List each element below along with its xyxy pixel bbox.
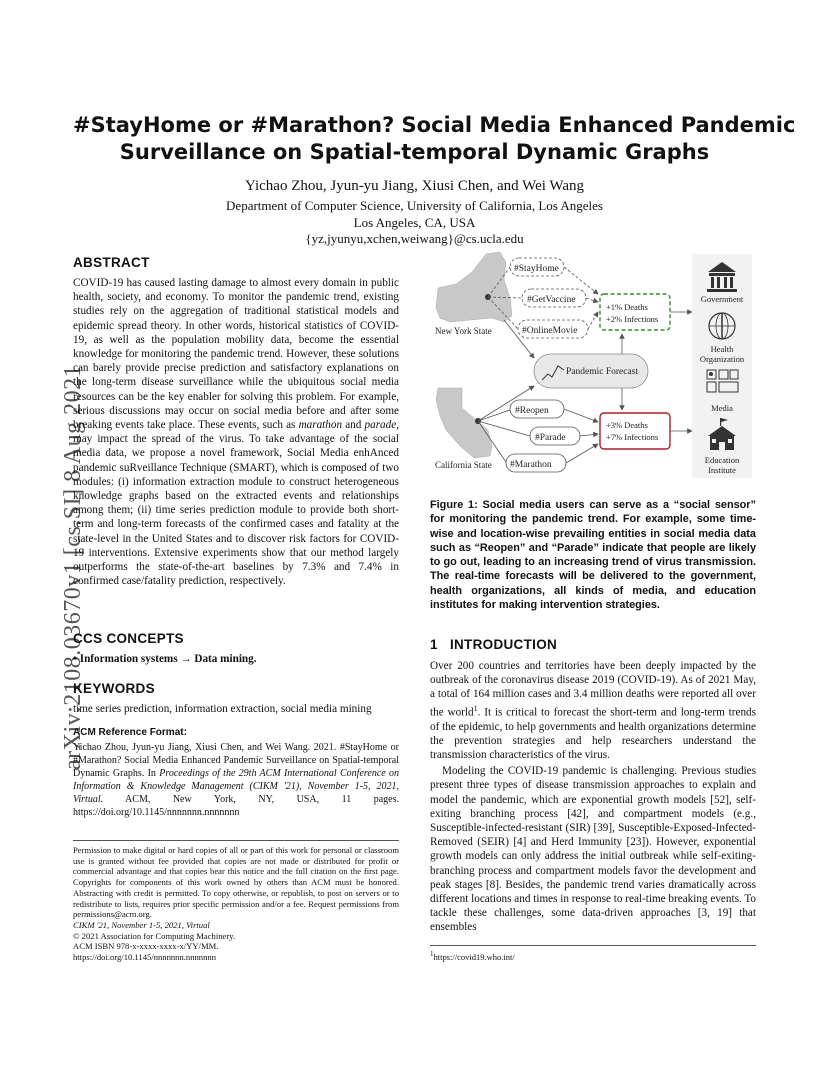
affiliation	[73, 198, 756, 248]
tag-reopen-label: #Reopen	[515, 406, 549, 416]
org-government: Government	[700, 294, 744, 304]
permission-text: Permission to make digital or hard copies of all or part of this work for personal or classroom use is granted without fee provided that copies are not made or distributed for profit or commercial advantage and that copies bear this notice and the full citation on the first page. Copyrights for components of this work owned by others than ACM must be honored. Abstracting with credit is permitted. To copy otherwise, or republish, to post on servers or to redistribute to lists, requires prior specific permission and/or a fee. Request permissions from permissions@acm.org.	[73, 845, 399, 920]
permission-notice	[73, 840, 399, 963]
abstract-em-parade: parade	[364, 419, 397, 432]
abstract-em-marathon: marathon	[298, 419, 343, 432]
tag-stayhome-label: #StayHome	[514, 264, 559, 274]
acm-reference-text	[73, 741, 399, 819]
ny-label: New York State	[435, 326, 492, 336]
footnote-number: 1	[430, 950, 434, 958]
abstract-heading: ABSTRACT	[73, 255, 150, 270]
tag-onlinemovie-label: #OnlineMovie	[522, 326, 578, 336]
introduction-heading: 1 INTRODUCTION	[430, 637, 558, 652]
doi-line: https://doi.org/10.1145/nnnnnnn.nnnnnnn	[73, 952, 216, 963]
org-education: Education	[704, 455, 740, 465]
org-organization: Organization	[699, 354, 745, 364]
authors: Yichao Zhou, Jyun-yu Jiang, Xiusi Chen, and Wei Wang	[244, 178, 585, 194]
title-line-2: Surveillance on Spatial-temporal Dynamic Graphs	[119, 140, 710, 164]
intro-p1-b: . It is critical to forecast the short-term and long-term trends of the epidemic, to help governments and health organizations determine the prevention strategies and help researchers understand the transmission characteristics of the virus.	[430, 706, 756, 761]
acm-reference	[73, 727, 399, 819]
intro-paragraph-2: Modeling the COVID-19 pandemic is challenging. Previous studies present three types of disease transmission approaches to explain and model the pandemic, which are exponential growth models [52], self-exiting branching process [42], and compartment models (e.g., Susceptible-infected-resistant (SIR) [39], Susceptible-Exposed-Infected-Removed (SEIR) [4] and Herd Immunity [23]). However, exponential growth models can only address the initial outbreak while self-exiting-branching process and compartment models favor the development and peak stages [8]. Besides, the pandemic trend varies dramatically across different locations and times in response to real-time breaking events. To tackle these challenges, some data-driven approaches [3, 19] that ensembles	[430, 765, 756, 934]
figure-diagram	[430, 250, 756, 480]
framework-name: Social Media enhAnced pandemic suRveillance Technique (SMART)	[73, 447, 399, 474]
isbn-line: ACM ISBN 978-x-xxxx-xxxx-x/YY/MM.	[73, 941, 219, 952]
arxiv-identifier: arXiv:2108.03670v1 [cs.SI] 8 Aug 2021	[60, 364, 86, 770]
tag-marathon-label: #Marathon	[510, 460, 552, 470]
title-line-1: #StayHome or #Marathon? Social Media Enhanced Pandemic	[73, 113, 796, 137]
abstract-part-2: , may impact the spread of the virus. To take advantage of the social media data, we propose a novel framework,	[73, 419, 400, 460]
abstract-text	[73, 276, 399, 588]
box-bottom-line-2: +7% Infections	[606, 432, 659, 442]
ccs-text: • Information systems → Data mining.	[73, 653, 257, 665]
forecast-box-top	[600, 294, 670, 330]
box-top-line-2: +2% Infections	[606, 314, 659, 324]
footnote	[430, 945, 756, 962]
acm-ref-a: Yichao Zhou, Jyun-yu Jiang, Xiusi Chen, and Wei Wang. 2021. #StayHome or #Marathon? Social Media Enhanced Pandemic Surveillance on Spatial-temporal Dynamic Graphs. In	[73, 742, 399, 779]
conference-line: CIKM '21, November 1-5, 2021, Virtual	[73, 919, 210, 930]
paper-title	[73, 112, 796, 166]
arxiv-sidebar	[8, 300, 86, 770]
tag-getvaccine-label: #GetVaccine	[527, 295, 576, 305]
health-organization-icon	[709, 313, 735, 339]
keywords-section	[73, 681, 399, 716]
abstract-part-3: , which is composed of two modules: (i) information extraction module to construct heterogeneous knowledge graphs based on the extracted events and relationships among them; (ii) time series prediction module to provide both short-term and long-term forecasts of the confirmed cases and fatality at the state-level in the United States and to discover risk factors for COVID-19 interventions. Extensive experiments show that our method largely outperforms the state-of-the-art baselines by 7.3% and 7.4% in confirmed case/fatality prediction, respectively.	[73, 461, 400, 588]
keywords-heading: KEYWORDS	[73, 681, 155, 696]
org-institute: Institute	[708, 465, 736, 475]
introduction-section	[430, 637, 756, 935]
copyright-line: © 2021 Association for Computing Machinery.	[73, 930, 236, 941]
acm-reference-heading: ACM Reference Format:	[73, 727, 187, 738]
acm-ref-b: ACM, New York, NY, USA, 11 pages. https://doi.org/10.1145/nnnnnnn.nnnnnnn	[73, 794, 399, 818]
acm-ref-venue: Proceedings of the 29th ACM International Conference on Information & Knowledge Management (CIKM '21), November 1-5, 2021, Virtual.	[73, 768, 399, 805]
abstract-part-1: COVID-19 has caused lasting damage to almost every domain in public health, society, and economy. To monitor the pandemic trend, existing studies rely on the aggregation of traditional statistical models and epidemic spread theory. In other words, historical statistics of COVID-19, as well as the population mobility data, become the essential knowledge for monitoring the pandemic trend. However, these solutions can barely provide precise prediction and satisfactory explanations on the long-term disease surveillance while the ubiquitous social media resources can be the key enabler for solving this problem. For example, serious discussions may occur on social media before and after some breaking events take place. These events, such as	[73, 277, 399, 432]
department: Department of Computer Science, University of California, Los Angeles	[226, 198, 603, 213]
pandemic-forecast-label: Pandemic Forecast	[566, 367, 639, 377]
email: {yz,jyunyu,xchen,weiwang}@cs.ucla.edu	[305, 231, 524, 246]
keywords-text: time series prediction, information extraction, social media mining	[73, 703, 372, 715]
org-media: Media	[711, 403, 733, 413]
ca-label: California State	[435, 460, 492, 470]
footnote-text: https://covid19.who.int/	[433, 951, 515, 962]
new-york-map	[436, 252, 512, 322]
footnote-ref: 1	[473, 703, 478, 713]
box-bottom-line-1: +3% Deaths	[606, 420, 648, 430]
box-top-line-1: +1% Deaths	[606, 302, 648, 312]
intro-paragraph-1	[430, 659, 756, 762]
ccs-heading: CCS CONCEPTS	[73, 631, 184, 646]
abstract-section	[73, 255, 399, 588]
figure-1	[430, 250, 756, 480]
ccs-section	[73, 631, 399, 666]
tag-parade-label: #Parade	[535, 433, 566, 443]
org-health: Health	[710, 344, 734, 354]
abstract-and: and	[342, 419, 365, 432]
city: Los Angeles, CA, USA	[353, 214, 476, 230]
forecast-box-bottom	[600, 413, 670, 449]
intro-p1-a: Over 200 countries and territories have been deeply impacted by the outbreak of the coronavirus disease 2019 (COVID-19). As of 2021 May, a total of 164 million cases and 3.4 million deaths were reported all over the world	[430, 660, 756, 719]
figure-caption: Figure 1: Social media users can serve as a “social sensor” for monitoring the pandemic trend. For example, some time-wise and location-wise prevailing entities in social media data such as “Reopen” and “Parade” indicate that people are likely to go out, leading to an increasing trend of virus transmission. The real-time forecasts will be delivered to the government, health organizations, all kinds of media, and education institutes for making intervention strategies.	[430, 499, 756, 612]
